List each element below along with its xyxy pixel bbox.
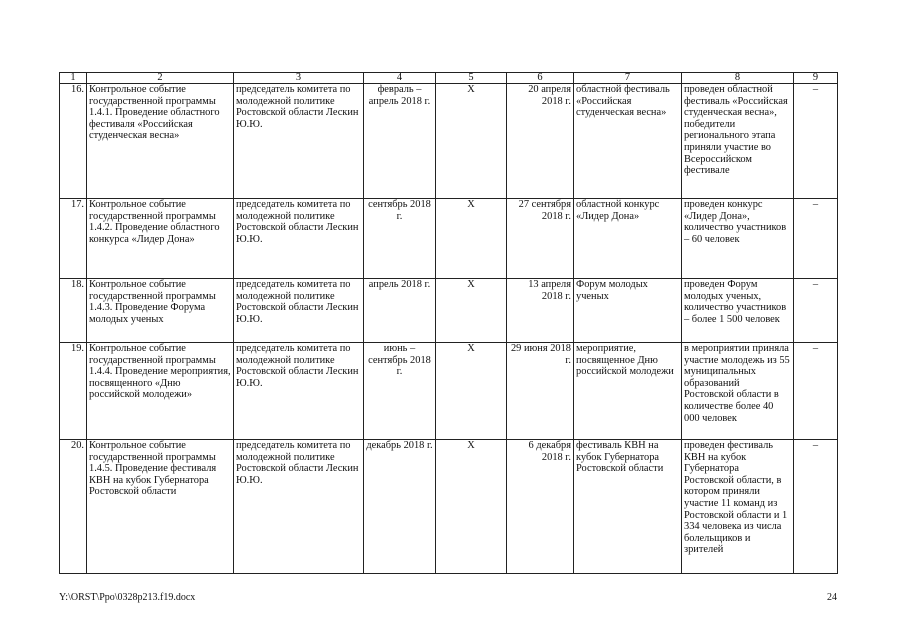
column-header: 9 — [794, 73, 838, 84]
outcome-cell: в мероприятии приняла участие молодежь из 55 муниципальных образований Ростовской области в количестве более 40 000 человек — [682, 343, 794, 440]
fact-date-cell: 27 сентября 2018 г. — [507, 199, 574, 279]
col5-cell: Х — [436, 84, 507, 199]
column-header: 3 — [234, 73, 364, 84]
result-cell: областной конкурс «Лидер Дона» — [574, 199, 682, 279]
table-row — [60, 343, 838, 440]
responsible-cell: председатель комитета по молодежной политике Ростовской области Лескин Ю.Ю. — [234, 343, 364, 440]
plan-date-cell: июнь – сентябрь 2018 г. — [364, 343, 436, 440]
report-table — [59, 72, 838, 574]
column-header: 5 — [436, 73, 507, 84]
responsible-cell: председатель комитета по молодежной политике Ростовской области Лескин Ю.Ю. — [234, 279, 364, 343]
note-cell: – — [794, 199, 838, 279]
outcome-cell: проведен Форум молодых ученых, количество участников – более 1 500 человек — [682, 279, 794, 343]
column-header: 7 — [574, 73, 682, 84]
page-number: 24 — [827, 592, 837, 603]
event-cell: Контрольное событие государственной программы 1.4.5. Проведение фестиваля КВН на кубок Губернатора Ростовской области — [87, 440, 234, 574]
fact-date-cell: 29 июня 2018 г. — [507, 343, 574, 440]
table-row — [60, 84, 838, 199]
note-cell: – — [794, 343, 838, 440]
plan-date-cell: февраль – апрель 2018 г. — [364, 84, 436, 199]
plan-date-cell: апрель 2018 г. — [364, 279, 436, 343]
outcome-cell: проведен фестиваль КВН на кубок Губернатора Ростовской области, в котором приняли участие 11 команд из Ростовской области и 1 334 человека из числа болельщиков и зрителей — [682, 440, 794, 574]
responsible-cell: председатель комитета по молодежной политике Ростовской области Лескин Ю.Ю. — [234, 84, 364, 199]
row-number: 18. — [60, 279, 87, 343]
result-cell: фестиваль КВН на кубок Губернатора Ростовской области — [574, 440, 682, 574]
row-number: 20. — [60, 440, 87, 574]
plan-date-cell: сентябрь 2018 г. — [364, 199, 436, 279]
fact-date-cell: 6 декабря 2018 г. — [507, 440, 574, 574]
result-cell: областной фестиваль «Российская студенческая весна» — [574, 84, 682, 199]
table-row — [60, 279, 838, 343]
note-cell: – — [794, 279, 838, 343]
col5-cell: Х — [436, 279, 507, 343]
responsible-cell: председатель комитета по молодежной политике Ростовской области Лескин Ю.Ю. — [234, 440, 364, 574]
col5-cell: Х — [436, 199, 507, 279]
result-cell: мероприятие, посвященное Дню российской молодежи — [574, 343, 682, 440]
responsible-cell: председатель комитета по молодежной политике Ростовской области Лескин Ю.Ю. — [234, 199, 364, 279]
event-cell: Контрольное событие государственной программы 1.4.1. Проведение областного фестиваля «Российская студенческая весна» — [87, 84, 234, 199]
table-row — [60, 440, 838, 574]
outcome-cell: проведен конкурс «Лидер Дона», количество участников – 60 человек — [682, 199, 794, 279]
row-number: 17. — [60, 199, 87, 279]
result-cell: Форум молодых ученых — [574, 279, 682, 343]
header-row — [60, 73, 838, 84]
column-header: 1 — [60, 73, 87, 84]
col5-cell: Х — [436, 440, 507, 574]
col5-cell: Х — [436, 343, 507, 440]
event-cell: Контрольное событие государственной программы 1.4.3. Проведение Форума молодых ученых — [87, 279, 234, 343]
outcome-cell: проведен областной фестиваль «Российская студенческая весна», победители регионального этапа приняли участие во Всероссийском фестивале — [682, 84, 794, 199]
column-header: 8 — [682, 73, 794, 84]
file-path-footer: Y:\ORST\Ppo\0328p213.f19.docx — [59, 592, 196, 603]
table-row — [60, 199, 838, 279]
row-number: 19. — [60, 343, 87, 440]
fact-date-cell: 20 апреля 2018 г. — [507, 84, 574, 199]
note-cell: – — [794, 84, 838, 199]
note-cell: – — [794, 440, 838, 574]
event-cell: Контрольное событие государственной программы 1.4.2. Проведение областного конкурса «Лидер Дона» — [87, 199, 234, 279]
column-header: 6 — [507, 73, 574, 84]
fact-date-cell: 13 апреля 2018 г. — [507, 279, 574, 343]
column-header: 4 — [364, 73, 436, 84]
plan-date-cell: декабрь 2018 г. — [364, 440, 436, 574]
column-header: 2 — [87, 73, 234, 84]
row-number: 16. — [60, 84, 87, 199]
event-cell: Контрольное событие государственной программы 1.4.4. Проведение мероприятия, посвященного «Дню российской молодежи» — [87, 343, 234, 440]
